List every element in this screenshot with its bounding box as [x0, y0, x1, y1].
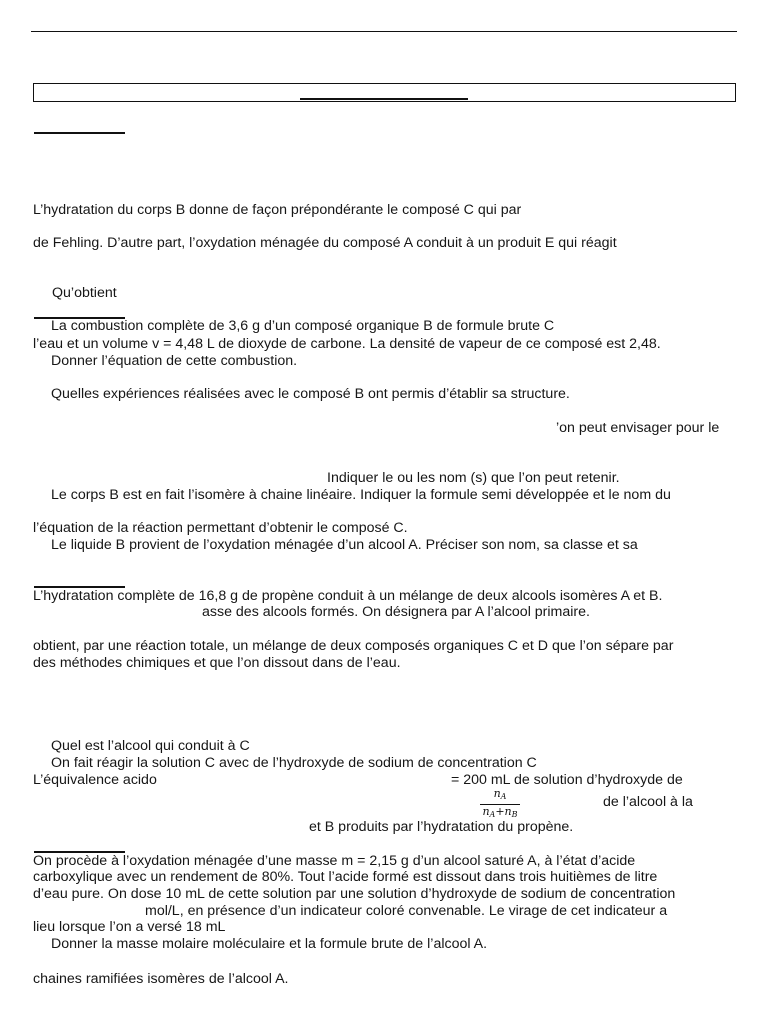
text-line-26: mol/L, en présence d’un indicateur coloré convenable. Le virage de cet indicateur a	[145, 903, 668, 919]
text-line-27: lieu lorsque l’on a versé 18 mL	[33, 919, 226, 935]
text-line-4: La combustion complète de 3,6 g d’un composé organique B de formule brute C	[51, 318, 555, 334]
title-underline	[300, 98, 468, 100]
text-line-17: Quel est l’alcool qui conduit à C	[51, 738, 250, 754]
fraction-numerator: $n_A$	[493, 787, 507, 801]
text-line-12: Le liquide B provient de l’oxydation ménagée d’un alcool A. Préciser son nom, sa classe et sa	[51, 537, 638, 553]
section-underline-1	[34, 132, 125, 134]
text-line-2: de Fehling. D’autre part, l’oxydation ménagée du composé A conduit à un produit E qui réagit	[33, 235, 617, 251]
text-line-10: Le corps B est en fait l’isomère à chaine linéaire. Indiquer la formule semi développée et le nom du	[51, 487, 671, 503]
text-line-3: Qu’obtient	[52, 285, 117, 301]
text-line-11: l’équation de la réaction permettant d’obtenir le composé C.	[33, 520, 408, 536]
text-line-20: = 200 mL de solution d’hydroxyde de	[451, 772, 683, 788]
text-line-18: On fait réagir la solution C avec de l’hydroxyde de sodium de concentration C	[51, 755, 537, 771]
text-line-25: d’eau pure. On dose 10 mL de cette solution par une solution d’hydroxyde de sodium de concentration	[33, 886, 676, 902]
text-line-13: L’hydratation complète de 16,8 g de propène conduit à un mélange de deux alcools isomères A et B.	[33, 588, 663, 604]
text-line-5: l’eau et un volume v = 4,48 L de dioxyde de carbone. La densité de vapeur de ce composé est 2,48.	[33, 336, 661, 352]
text-line-23: On procède à l’oxydation ménagée d’une masse m = 2,15 g d’un alcool saturé A, à l’état d’acide	[33, 853, 636, 869]
text-line-19: L’équivalence acido	[33, 772, 157, 788]
text-line-1: L’hydratation du corps B donne de façon prépondérante le composé C qui par	[33, 202, 522, 218]
text-line-9: Indiquer le ou les nom (s) que l’on peut retenir.	[327, 470, 620, 486]
text-line-15: obtient, par une réaction totale, un mélange de deux composés organiques C et D que l’on sépare par	[33, 638, 674, 654]
text-line-6: Donner l’équation de cette combustion.	[51, 353, 298, 369]
text-line-28: Donner la masse molaire moléculaire et la formule brute de l’alcool A.	[51, 936, 488, 952]
header-rule	[31, 31, 737, 32]
fraction-denominator: $n_A+n_B$	[482, 805, 518, 819]
text-line-14: asse des alcools formés. On désignera par A l’alcool primaire.	[202, 604, 590, 620]
text-line-7: Quelles expériences réalisées avec le composé B ont permis d’établir sa structure.	[51, 386, 570, 402]
text-line-8: ’on peut envisager pour le	[556, 420, 720, 436]
text-line-24: carboxylique avec un rendement de 80%. Tout l’acide formé est dissout dans trois huitièmes de litre	[33, 869, 658, 885]
text-line-21: de l’alcool à la	[603, 794, 693, 810]
mole-fraction-formula	[470, 788, 530, 821]
text-line-16: des méthodes chimiques et que l’on dissout dans de l’eau.	[33, 655, 401, 671]
text-line-29: chaines ramifiées isomères de l’alcool A.	[33, 971, 289, 987]
text-line-22: et B produits par l’hydratation du propène.	[309, 819, 574, 835]
